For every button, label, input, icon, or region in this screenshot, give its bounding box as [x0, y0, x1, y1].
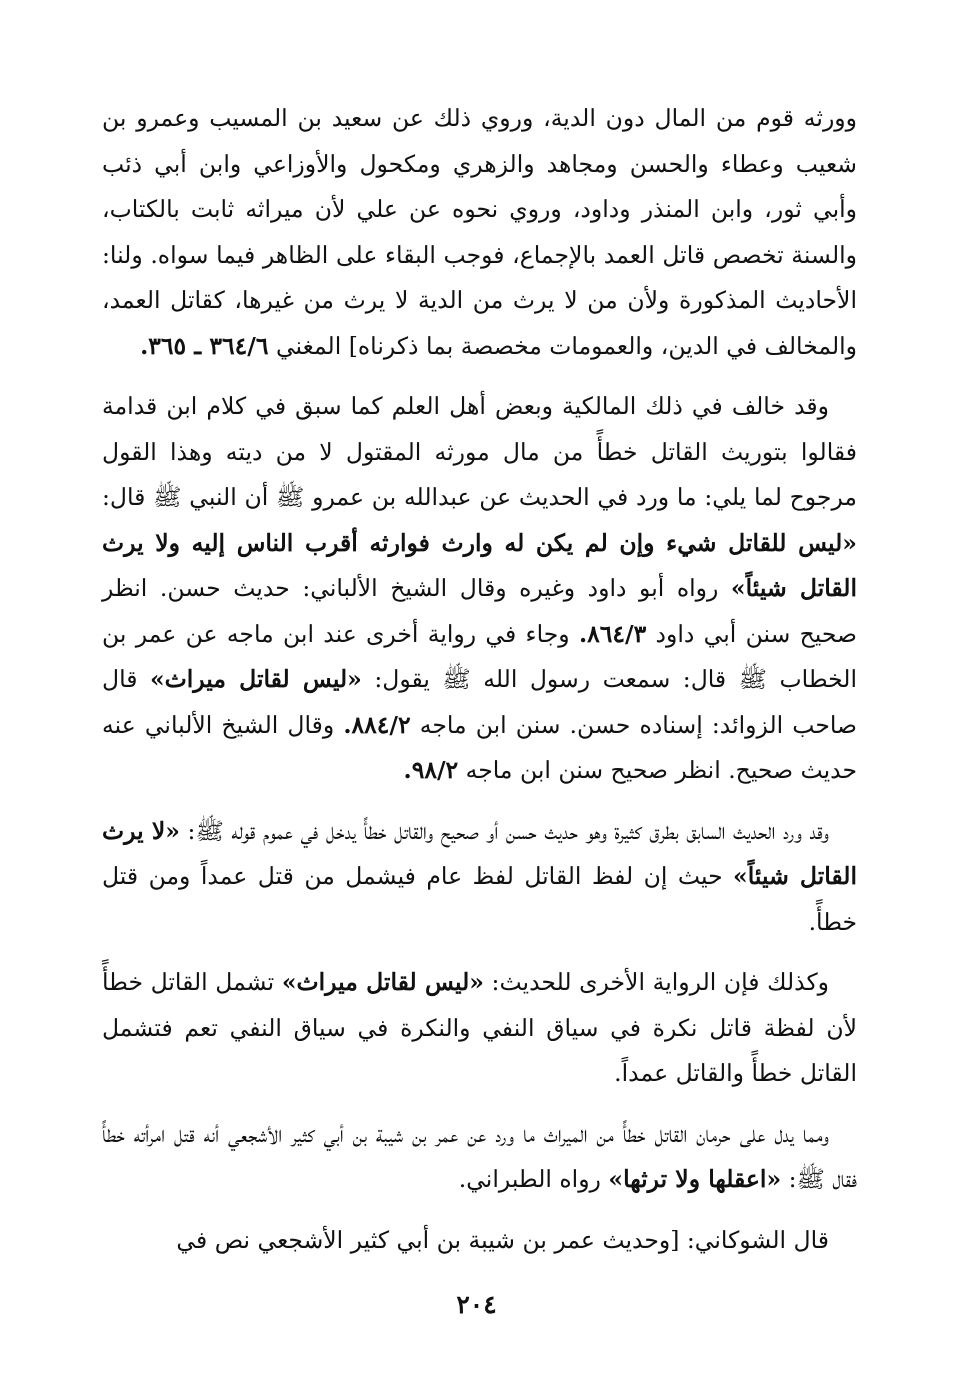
quoted-text: «ليس لقاتل ميراث»	[281, 968, 484, 996]
quoted-text: ٢/‏٨٨٤.	[343, 710, 411, 739]
text-run: قال صاحب الزوائد: إسناده حسن. سنن ابن ماجه	[102, 665, 858, 739]
text-run: حيث إن لفظ القاتل لفظ عام فيشمل من قتل عمداً ومن قتل خطأً.	[102, 862, 857, 936]
quoted-text: «لا يرث القاتل شيئاً»	[102, 816, 857, 890]
paragraph	[102, 384, 857, 794]
body-text	[102, 96, 857, 1278]
text-run: وقد ورد الحديث السابق بطرق كثيرة وهو حديث حسن أو صحيح والقاتل خطأً يدخل في عموم قوله ﷺ:	[179, 816, 830, 845]
text-run: تشمل القاتل خطأً لأن لفظة قاتل نكرة في سياق النفي والنكرة في سياق النفي تعم فتشمل القاتل خطأً والقاتل عمداً.	[102, 968, 857, 1087]
paragraph	[102, 809, 857, 946]
text-run: وجاء في رواية أخرى عند ابن ماجه عن عمر بن الخطاب ﷺ قال: سمعت رسول الله ﷺ يقول:	[102, 619, 857, 693]
quoted-text: «ليس لقاتل ميراث»	[149, 665, 362, 693]
text-run: رواه أبو داود وغيره وقال الشيخ الألباني: حديث حسن. انظر صحيح سنن أبي داود	[102, 574, 857, 648]
text-run: قال الشوكاني: [وحديث عمر بن شيبة بن أبي كثير الأشجعي نص في	[176, 1225, 829, 1254]
quoted-text: ٦/‏٣٦٤ ـ ٣٦٥.	[140, 331, 269, 360]
paragraph	[102, 1112, 857, 1203]
text-run: وقد خالف في ذلك المالكية وبعض أهل العلم كما سبق في كلام ابن قدامة فقالوا بتوريث القاتل خطأً من مال مورثه المقتول لا من ديته وهذا القول مرجوح لما يلي: ما ورد في الحديث عن عبدالله بن عمرو ﷺ أن النبي ﷺ قال:	[102, 392, 857, 511]
quoted-text: «اعقلها ولا ترثها»	[608, 1165, 782, 1193]
page-number: ٢٠٤	[456, 1290, 497, 1319]
paragraph	[102, 1218, 857, 1264]
quoted-text: ٣/‏٨٦٤.	[578, 619, 647, 648]
text-run: رواه الطبراني.	[458, 1165, 609, 1193]
quoted-text: «ليس للقاتل شيء وإن لم يكن له وارث فوارثه أقرب الناس إليه ولا يرث القاتل شيئاً»	[102, 528, 857, 602]
paragraph	[102, 96, 857, 369]
paragraph	[102, 960, 857, 1097]
text-run: وورثه قوم من المال دون الدية، وروي ذلك عن سعيد بن المسيب وعمرو بن شعيب وعطاء والحسن ومجاهد والزهري ومكحول والأوزاعي وابن أبي ذئب وأبي ثور، وابن المنذر وداود، وروي نحوه عن علي لأن ميراثه ثابت بالكتاب، والسنة تخصص قاتل العمد بالإجماع، فوجب البقاء على الظاهر فيما سواه. ولنا: الأحاديث المذكورة ولأن من لا يرث من الدية لا يرث من غيرها، كقاتل العمد، والمخالف في الدين، والعمومات مخصصة بما ذكرناه] المغني	[102, 104, 857, 360]
text-run: وكذلك فإن الرواية الأخرى للحديث:	[483, 968, 830, 996]
quoted-text: ٢/‏٩٨.	[403, 756, 459, 784]
text-run: ومما يدل على حرمان القاتل خطأً من الميراث ما ورد عن عمر بن شيبة بن أبي كثير الأشجعي أنه قتل امرأته خطأً فقال ﷺ:	[102, 1119, 857, 1193]
text-run: وقال الشيخ الألباني عنه حديث صحيح. انظر صحيح سنن ابن ماجه	[102, 710, 857, 784]
